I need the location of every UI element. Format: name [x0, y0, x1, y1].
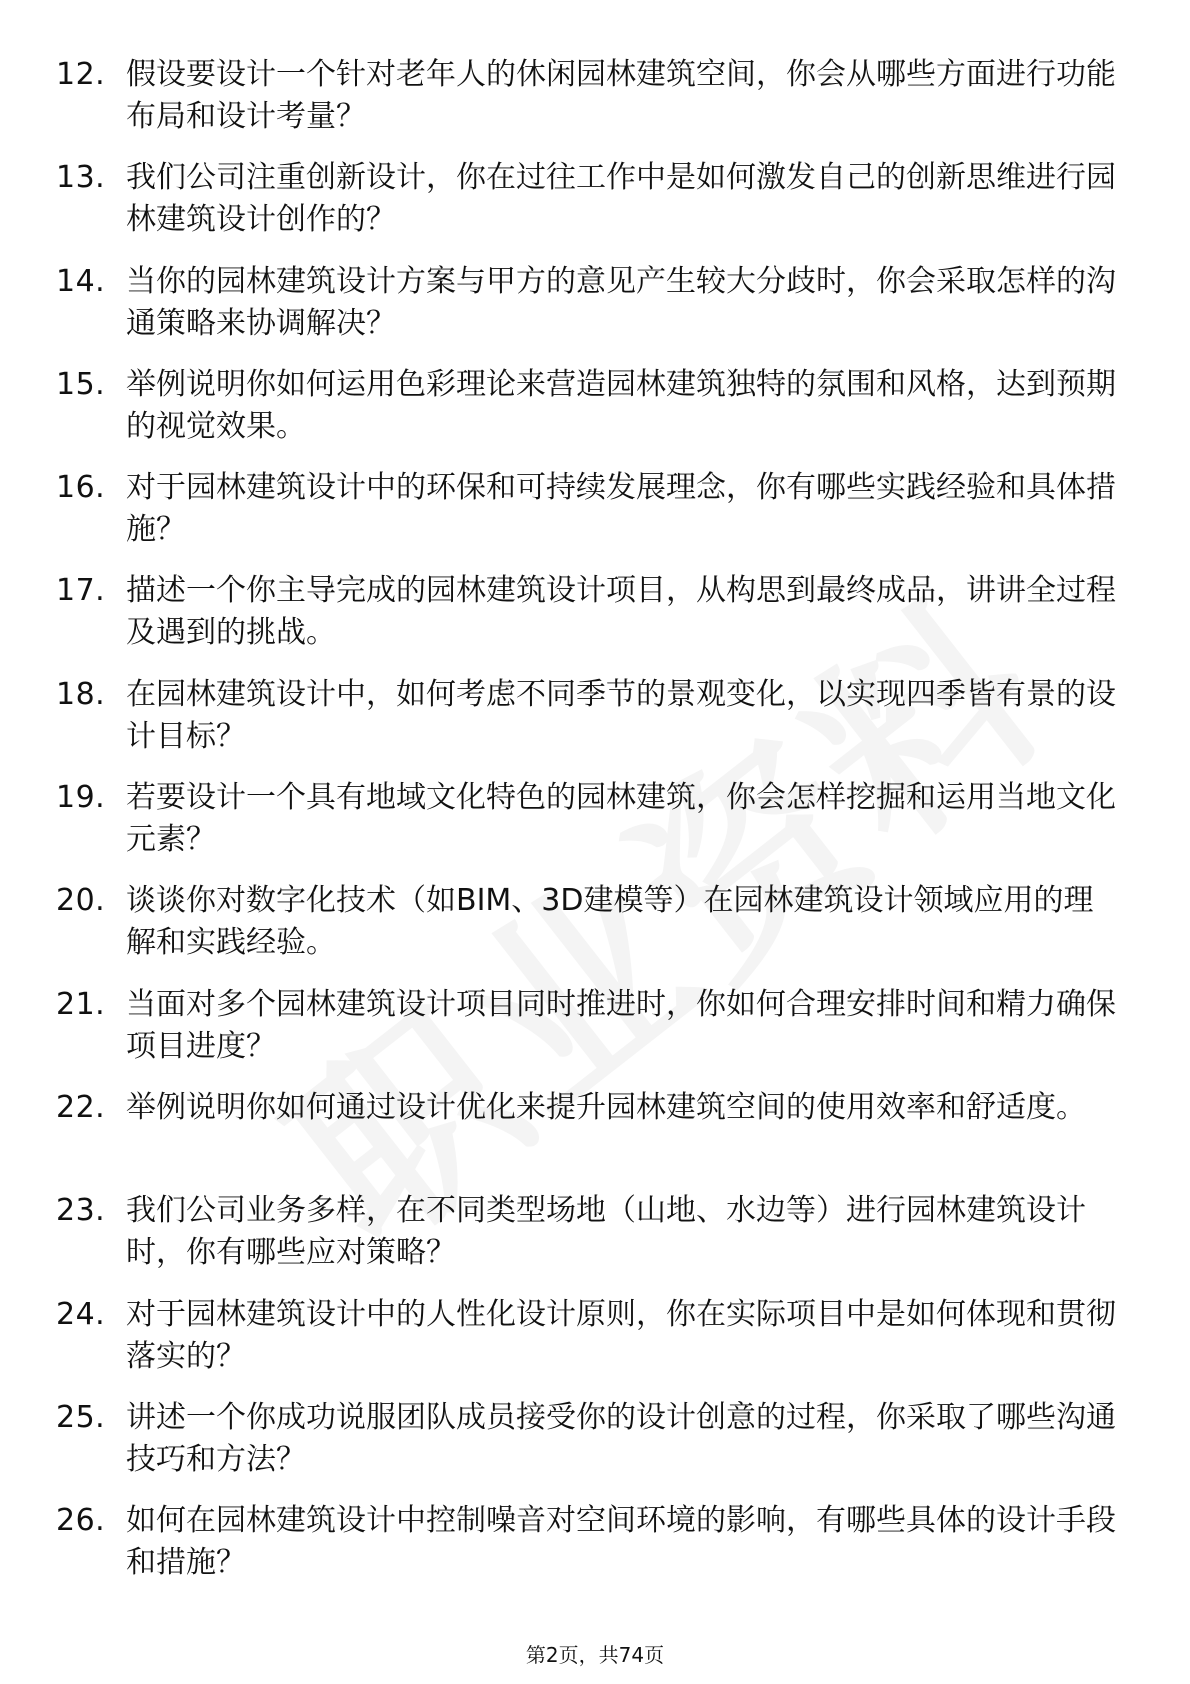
- question-text: 假设要设计一个针对老年人的休闲园林建筑空间，你会从哪些方面进行功能布局和设计考量？: [126, 57, 1116, 134]
- page-footer: 第2页，共74页: [525, 1643, 665, 1667]
- question-number: 21.: [56, 986, 106, 1022]
- list-item: [56, 984, 1116, 1087]
- question-number: 24.: [56, 1296, 106, 1332]
- question-text: 我们公司业务多样，在不同类型场地（山地、水边等）进行园林建筑设计时，你有哪些应对策略？: [126, 1193, 1086, 1271]
- question-number: 12.: [56, 57, 106, 92]
- question-text: 对于园林建筑设计中的环保和可持续发展理念，你有哪些实践经验和具体措施？: [126, 470, 1116, 548]
- question-text: 若要设计一个具有地域文化特色的园林建筑，你会怎样挖掘和运用当地文化元素？: [126, 780, 1116, 858]
- list-item: [56, 880, 1116, 983]
- list-item: [56, 1397, 1116, 1500]
- question-text: 讲述一个你成功说服团队成员接受你的设计创意的过程，你采取了哪些沟通技巧和方法？: [126, 1399, 1116, 1477]
- question-text: 当面对多个园林建筑设计项目同时推进时，你如何合理安排时间和精力确保项目进度？: [126, 986, 1116, 1064]
- list-item: [56, 467, 1116, 570]
- question-text: 我们公司注重创新设计，你在过往工作中是如何激发自己的创新思维进行园林建筑设计创作的？: [126, 160, 1116, 238]
- question-number: 13.: [56, 160, 106, 196]
- question-list: [56, 54, 1116, 1603]
- question-number: 19.: [56, 780, 106, 816]
- question-number: 15.: [56, 366, 106, 402]
- list-item: [56, 1500, 1116, 1603]
- question-text: 描述一个你主导完成的园林建筑设计项目，从构思到最终成品，讲讲全过程及遇到的挑战。: [126, 573, 1116, 651]
- question-text: 当你的园林建筑设计方案与甲方的意见产生较大分歧时，你会采取怎样的沟通策略来协调解决？: [126, 263, 1116, 341]
- question-number: 17.: [56, 573, 106, 609]
- question-number: 22.: [56, 1089, 106, 1125]
- question-text: 在园林建筑设计中，如何考虑不同季节的景观变化，以实现四季皆有景的设计目标？: [126, 676, 1116, 754]
- question-text: 对于园林建筑设计中的人性化设计原则，你在实际项目中是如何体现和贯彻落实的？: [126, 1296, 1116, 1374]
- question-number: 26.: [56, 1503, 106, 1539]
- question-number: 18.: [56, 676, 106, 712]
- question-number: 20.: [56, 883, 106, 919]
- list-item: [56, 1190, 1116, 1293]
- list-item: [56, 777, 1116, 880]
- list-item: [56, 674, 1116, 777]
- list-item: [56, 1294, 1116, 1397]
- question-text: 举例说明你如何运用色彩理论来营造园林建筑独特的氛围和风格，达到预期的视觉效果。: [126, 366, 1116, 444]
- question-number: 16.: [56, 470, 106, 506]
- question-number: 25.: [56, 1399, 106, 1435]
- list-item: [56, 1087, 1116, 1190]
- list-item: [56, 261, 1116, 364]
- list-item: [56, 364, 1116, 467]
- list-item: [56, 54, 1116, 157]
- list-item: [56, 570, 1116, 673]
- question-number: 14.: [56, 263, 106, 299]
- question-text: 举例说明你如何通过设计优化来提升园林建筑空间的使用效率和舒适度。: [126, 1089, 1086, 1125]
- question-number: 23.: [56, 1193, 106, 1229]
- question-text: 如何在园林建筑设计中控制噪音对空间环境的影响，有哪些具体的设计手段和措施？: [126, 1503, 1116, 1581]
- question-text: 谈谈你对数字化技术（如BIM、3D建模等）在园林建筑设计领域应用的理解和实践经验。: [126, 883, 1094, 961]
- list-item: [56, 157, 1116, 260]
